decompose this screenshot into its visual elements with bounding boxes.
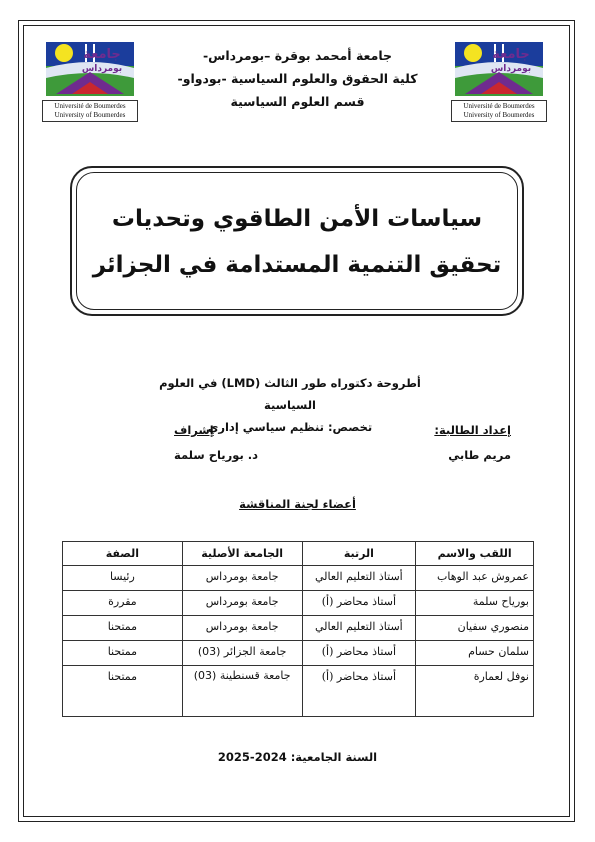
faculty-name: كلية الحقوق والعلوم السياسية -بودواو-	[177, 71, 418, 86]
committee-table	[62, 541, 534, 717]
member-university: جامعة قسنطينة (03)	[182, 666, 302, 717]
member-name: عمروش عبد الوهاب	[416, 566, 534, 591]
column-header-university: الجامعة الأصلية	[182, 542, 302, 566]
table-row	[63, 616, 534, 641]
supervisor-label: إشراف	[174, 423, 214, 437]
member-rank: أستاذ التعليم العالي	[302, 616, 416, 641]
member-name: سلمان حسام	[416, 641, 534, 666]
column-header-role: الصفة	[63, 542, 183, 566]
member-role: ممتحنا	[63, 666, 183, 717]
member-role: ممتحنا	[63, 641, 183, 666]
member-name: بورياح سلمة	[416, 591, 534, 616]
member-rank: أستاذ محاضر (أ)	[302, 591, 416, 616]
member-university: جامعة بومرداس	[182, 616, 302, 641]
emblem-text: جامعة بومرداس	[81, 47, 123, 74]
member-university: جامعة الجزائر (03)	[182, 641, 302, 666]
institution-header	[150, 44, 445, 113]
degree-line: أطروحة دكتوراه طور الثالث (LMD) في العلوم السياسية	[159, 376, 421, 412]
member-name: منصوري سفيان	[416, 616, 534, 641]
department-name: قسم العلوم السياسية	[230, 94, 365, 109]
table-row	[63, 641, 534, 666]
member-role: مقررة	[63, 591, 183, 616]
member-university: جامعة بومرداس	[182, 566, 302, 591]
logo-caption: Université de Boumerdes University of Boumerdes	[42, 100, 138, 122]
thesis-title: سياسات الأمن الطاقوي وتحديات تحقيق التنمية المستدامة في الجزائر	[92, 206, 502, 278]
university-logo-right	[451, 38, 547, 122]
specialty-line: تخصص: تنظيم سياسي إداري	[207, 420, 373, 434]
member-name: نوفل لعمارة	[416, 666, 534, 717]
university-name: جامعة أمحمد بوقرة –بومرداس-	[202, 48, 393, 63]
member-university: جامعة بومرداس	[182, 591, 302, 616]
academic-year: السنة الجامعية: 2024-2025	[217, 750, 378, 764]
member-rank: أستاذ محاضر (أ)	[302, 666, 416, 717]
table-row	[63, 666, 534, 717]
member-role: ممتحنا	[63, 616, 183, 641]
column-header-rank: الرتبة	[302, 542, 416, 566]
committee-title: أعضاء لجنة المناقشة	[239, 497, 356, 511]
logo-caption: Université de Boumerdes University of Boumerdes	[451, 100, 547, 122]
table-row	[63, 591, 534, 616]
student-name: مريم طابي	[448, 448, 511, 462]
member-rank: أستاذ التعليم العالي	[302, 566, 416, 591]
table-row	[63, 566, 534, 591]
emblem-text: جامعة بومرداس	[490, 47, 532, 74]
member-rank: أستاذ محاضر (أ)	[302, 641, 416, 666]
university-logo-left	[42, 38, 138, 122]
supervisor-name: د. بورياح سلمة	[174, 448, 259, 462]
member-role: رئيسا	[63, 566, 183, 591]
column-header-name: اللقب والاسم	[416, 542, 534, 566]
prepared-by-label: إعداد الطالبة:	[434, 423, 511, 437]
table-header-row	[63, 542, 534, 566]
